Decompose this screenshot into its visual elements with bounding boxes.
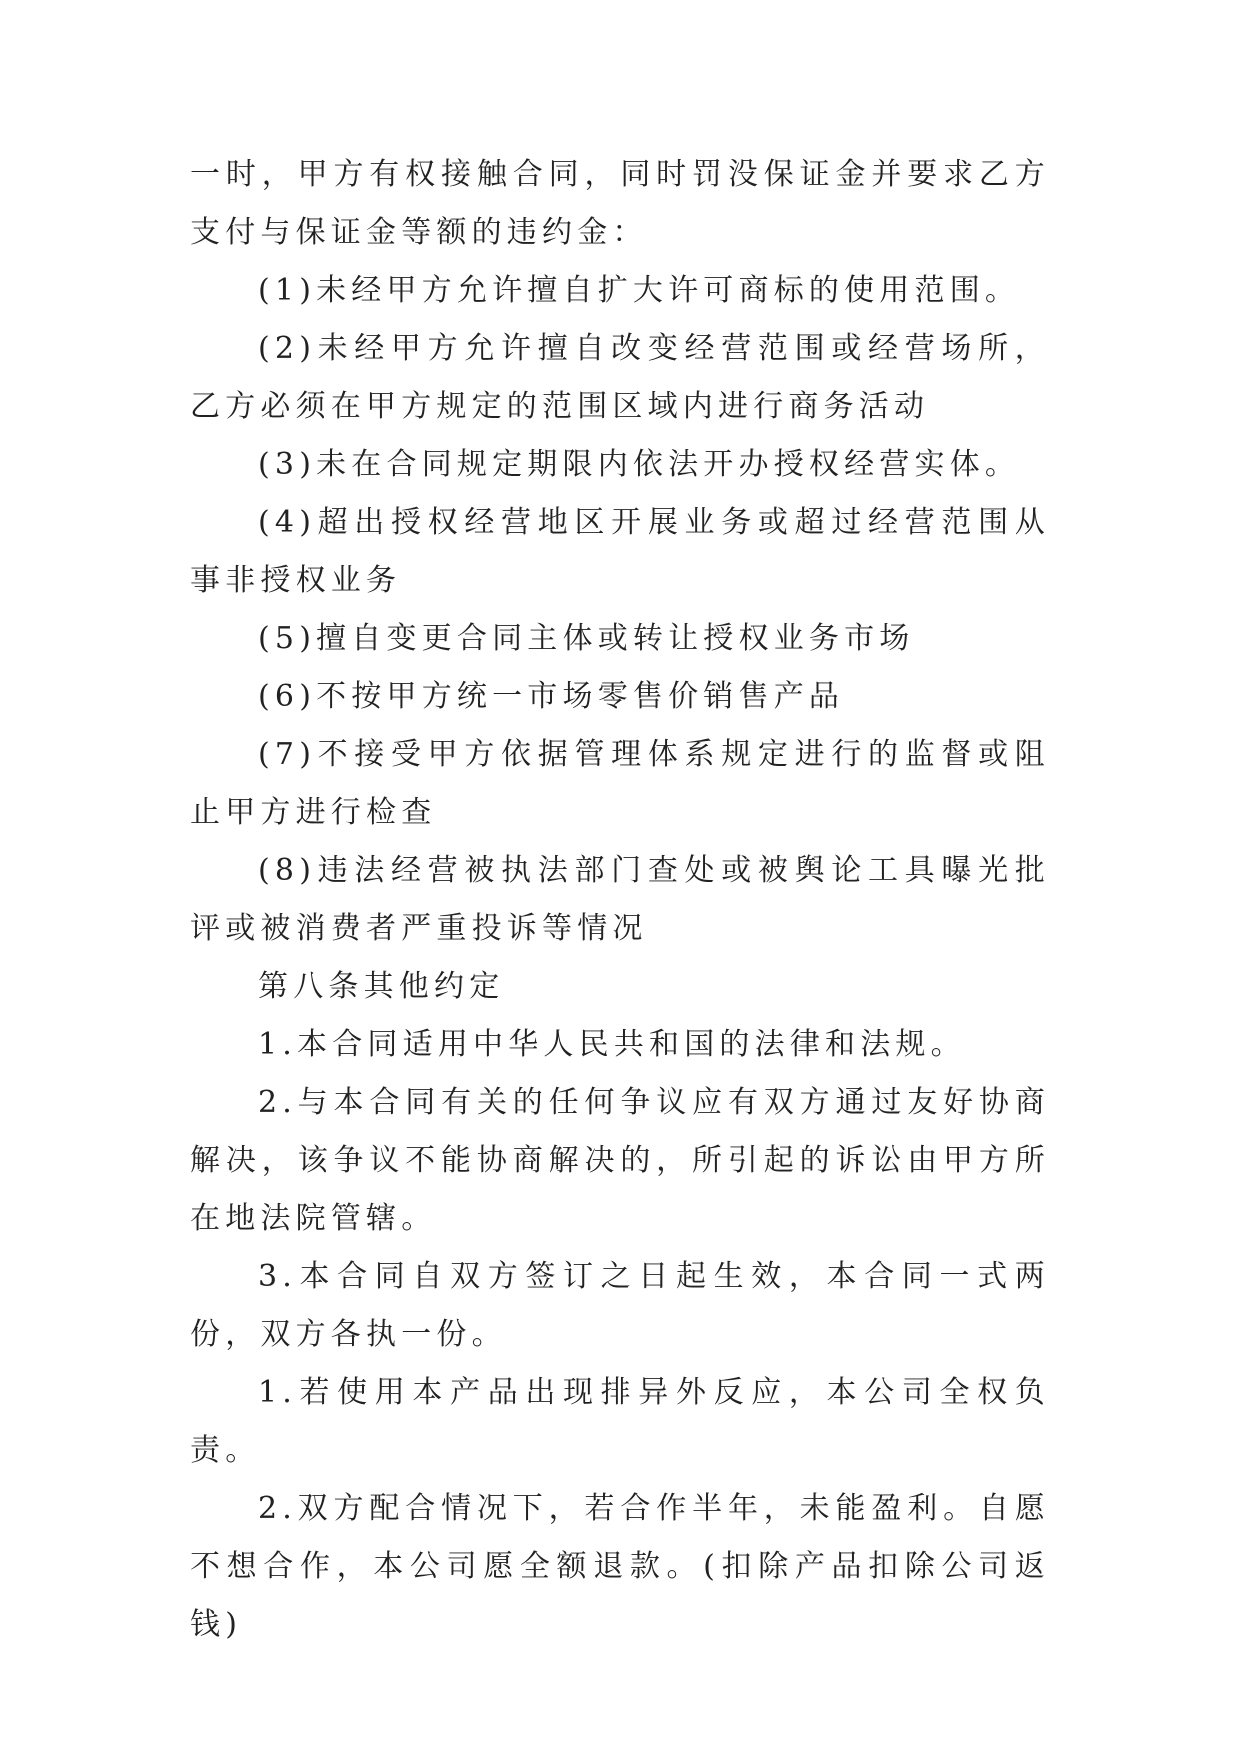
paragraph-item-6: (6)不按甲方统一市场零售价销售产品 xyxy=(258,679,845,714)
paragraph-item-5: (5)擅自变更合同主体或转让授权业务市场 xyxy=(258,621,915,656)
paragraph-item-4: (4)超出授权经营地区开展业务或超过经营范围从事非授权业务 xyxy=(190,505,1050,598)
paragraph-extra-2: 2.双方配合情况下，若合作半年，未能盈利。自愿不想合作，本公司愿全额退款。(扣除产品扣除公司返钱) xyxy=(190,1491,1050,1642)
paragraph-item-1: (1)未经甲方允许擅自扩大许可商标的使用范围。 xyxy=(258,273,1021,308)
paragraph-clause-2: 2.与本合同有关的任何争议应有双方通过友好协商解决，该争议不能协商解决的，所引起的诉讼由甲方所在地法院管辖。 xyxy=(190,1085,1050,1236)
paragraph-clause-3: 3.本合同自双方签订之日起生效，本合同一式两份，双方各执一份。 xyxy=(190,1259,1050,1352)
document-page xyxy=(190,146,1050,1654)
paragraph-item-3: (3)未在合同规定期限内依法开办授权经营实体。 xyxy=(258,447,1021,482)
section-heading-article-8: 第八条其他约定 xyxy=(258,969,505,1004)
paragraph-clause-1: 1.本合同适用中华人民共和国的法律和法规。 xyxy=(258,1027,966,1062)
paragraph-item-7: (7)不接受甲方依据管理体系规定进行的监督或阻止甲方进行检查 xyxy=(190,737,1050,830)
paragraph-item-2: (2)未经甲方允许擅自改变经营范围或经营场所，乙方必须在甲方规定的范围区域内进行商务活动 xyxy=(190,331,1050,424)
paragraph-item-8: (8)违法经营被执法部门查处或被舆论工具曝光批评或被消费者严重投诉等情况 xyxy=(190,853,1050,946)
paragraph-penalty-intro: 一时，甲方有权接触合同，同时罚没保证金并要求乙方支付与保证金等额的违约金： xyxy=(190,157,1050,250)
paragraph-extra-1: 1.若使用本产品出现排异外反应，本公司全权负责。 xyxy=(190,1375,1050,1468)
